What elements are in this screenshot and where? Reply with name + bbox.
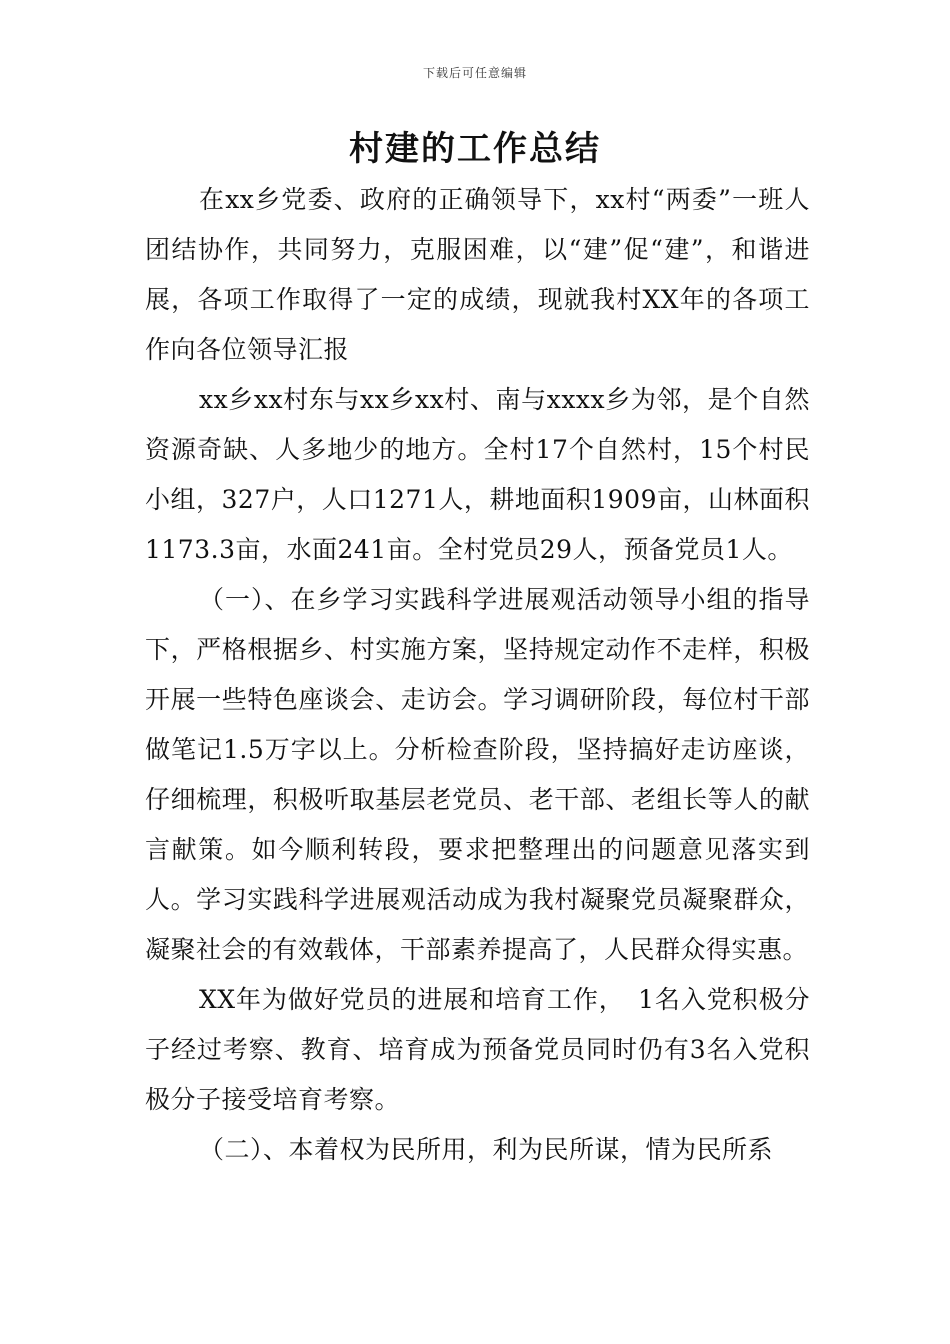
header-note: 下载后可任意编辑 bbox=[422, 66, 527, 80]
paragraph-party-members: XX年为做好党员的进展和培育工作， 1名入党积极分子经过考察、教育、培育成为预备党员同时仍有3名入党积极分子接受培育考察。 bbox=[145, 985, 810, 1114]
paragraph-intro: 在xx乡党委、政府的正确领导下，xx村“两委”一班人团结协作，共同努力，克服困难，以“建”促“建”，和谐进展，各项工作取得了一定的成绩，现就我村XX年的各项工作向各位领导汇报 bbox=[145, 185, 810, 364]
paragraph-section-two: （二）、本着权为民所用，利为民所谋，情为民所系 bbox=[199, 1135, 774, 1164]
paragraph-village-overview: xx乡xx村东与xx乡xx村、南与xxxx乡为邻，是个自然资源奇缺、人多地少的地方。全村17个自然村，15个村民小组，327户，人口1271人，耕地面积1909亩，山林面积1173.3亩，水面241亩。全村党员29人，预备党员1人。 bbox=[145, 385, 810, 564]
paragraph-section-one: （一）、在乡学习实践科学进展观活动领导小组的指导下，严格根据乡、村实施方案，坚持规定动作不走样，积极开展一些特色座谈会、走访会。学习调研阶段，每位村干部做笔记1.5万字以上。分析检查阶段，坚持搞好走访座谈，仔细梳理，积极听取基层老党员、老干部、老组长等人的献言献策。如今顺利转段，要求把整理出的问题意见落实到人。学习实践科学进展观活动成为我村凝聚党员凝聚群众，凝聚社会的有效载体，干部素养提高了，人民群众得实惠。 bbox=[145, 585, 810, 964]
document-title: 村建的工作总结 bbox=[349, 129, 601, 169]
document-body bbox=[145, 175, 810, 1175]
